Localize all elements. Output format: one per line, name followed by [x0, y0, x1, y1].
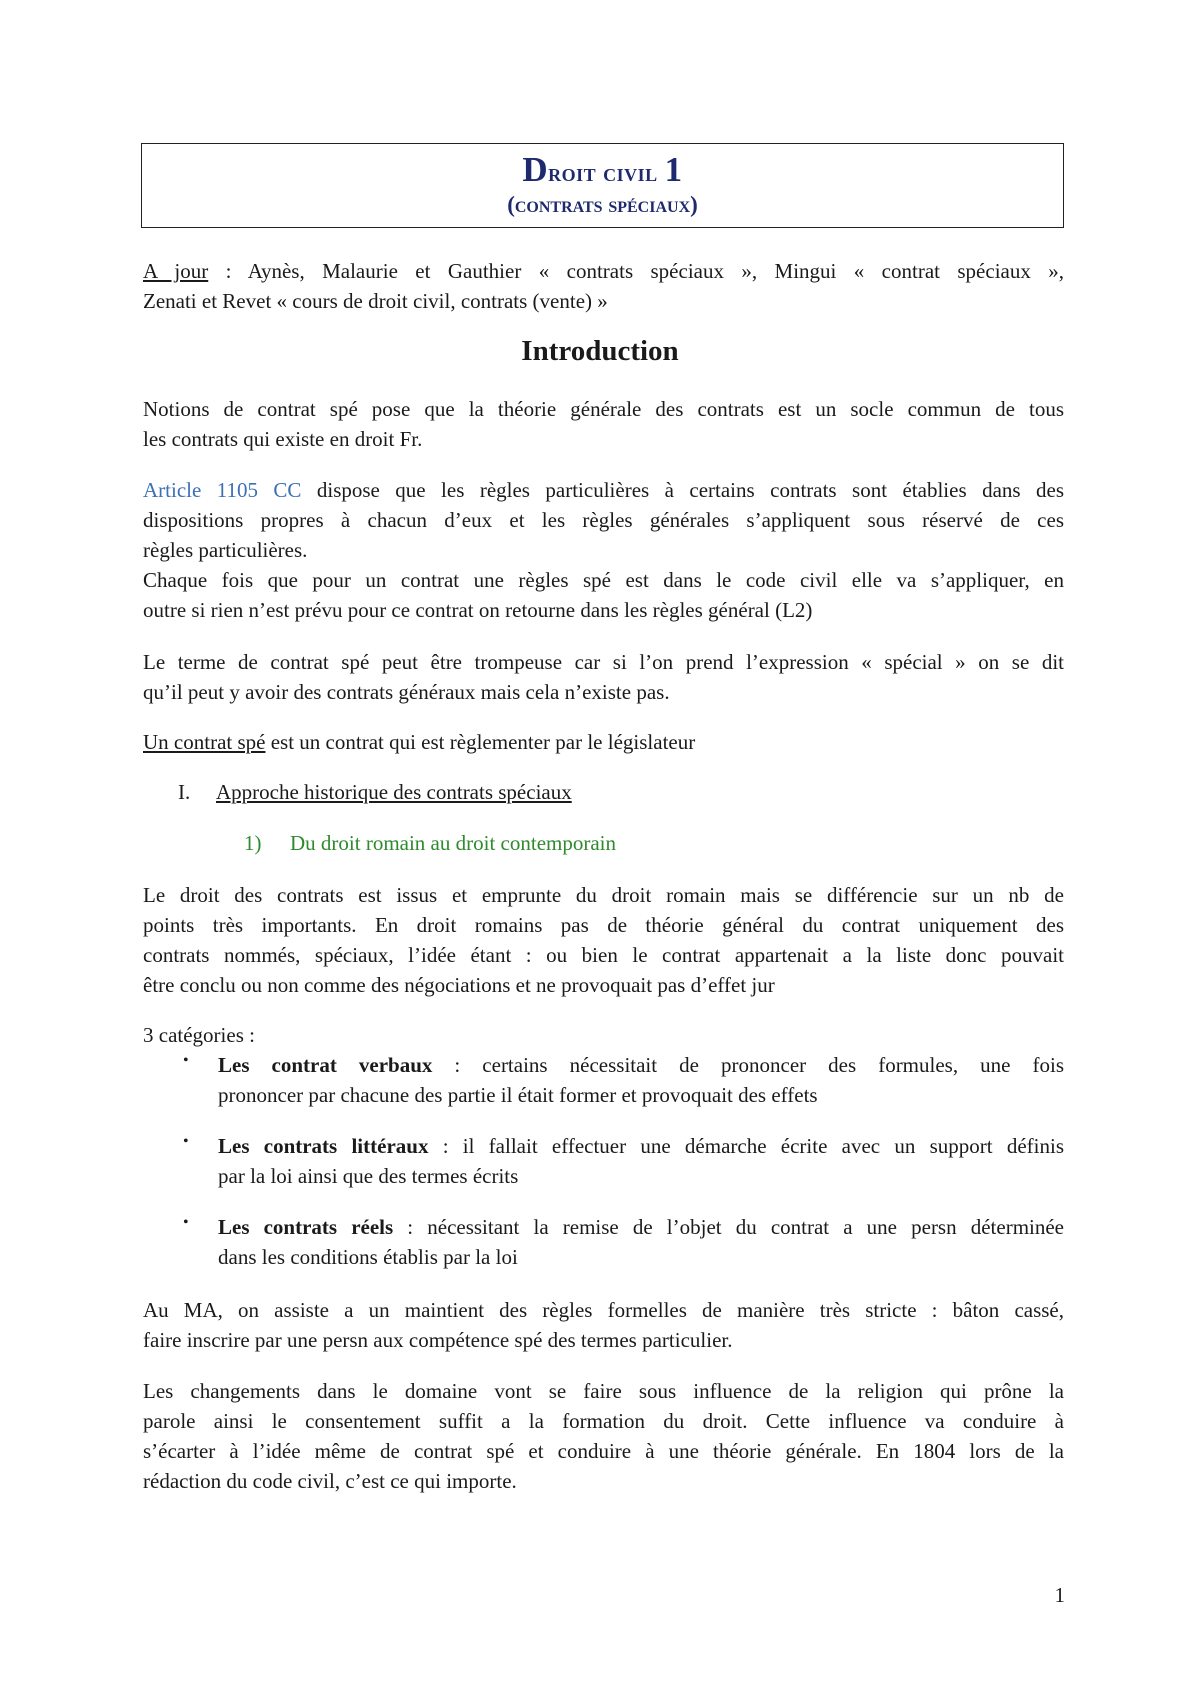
- p5-line-3: contrats nommés, spéciaux, l’idée étant : ou bien le contrat appartenait a la liste donc pouvait: [143, 943, 1064, 967]
- bullet-item-2: [218, 1131, 1064, 1191]
- ajour-paragraph: [143, 256, 1064, 316]
- bullet-2-bold: Les contrats littéraux: [218, 1134, 429, 1158]
- p2-line-4: Chaque fois que pour un contrat une règles spé est dans le code civil elle va s’appliquer, en: [143, 568, 1064, 592]
- p3-line-1: Le terme de contrat spé peut être trompeuse car si l’on prend l’expression « spécial » on se dit: [143, 650, 1064, 674]
- subsection-label: Du droit romain au droit contemporain: [290, 831, 617, 855]
- p4-line: [143, 727, 1064, 757]
- title-box: [141, 143, 1064, 228]
- page-number: 1: [1054, 1583, 1065, 1607]
- p5-line-2: points très importants. En droit romains pas de théorie général du contrat uniquement des: [143, 913, 1064, 937]
- bullet-2-line-1-rest: : il fallait effectuer une démarche écrite avec un support définis: [428, 1134, 1064, 1158]
- section-heading-I: [178, 777, 572, 807]
- p2-line-1-rest: dispose que les règles particulières à certains contrats sont établies dans des: [301, 478, 1064, 502]
- title-number: 1: [664, 150, 683, 189]
- ajour-line-1: [143, 256, 1064, 286]
- title-initial: D: [522, 150, 549, 189]
- ajour-line-1-rest: : Aynès, Malaurie et Gauthier « contrats spéciaux », Mingui « contrat spéciaux »,: [208, 259, 1065, 283]
- p6-line-1: Au MA, on assiste a un maintient des règles formelles de manière très stricte : bâton cassé,: [143, 1298, 1064, 1322]
- bullet-item-3: [218, 1212, 1064, 1272]
- p5-line-1: Le droit des contrats est issus et emprunte du droit romain mais se différencie sur un nb de: [143, 883, 1064, 907]
- ajour-line-2: Zenati et Revet « cours de droit civil, contrats (vente) »: [143, 289, 608, 313]
- bullet-icon: •: [183, 1133, 189, 1150]
- bullet-1-line-1: [218, 1050, 1064, 1080]
- document-subtitle: (contrats spéciaux): [507, 192, 698, 217]
- p4-underlined: Un contrat spé: [143, 730, 266, 754]
- p2-line-5: outre si rien n’est prévu pour ce contrat on retourne dans les règles général (L2): [143, 598, 813, 622]
- bullet-3-bold: Les contrats réels: [218, 1215, 394, 1239]
- bullet-2-line-2: par la loi ainsi que des termes écrits: [218, 1164, 519, 1188]
- categories-label: 3 catégories :: [143, 1023, 255, 1047]
- title-rest: roit civil: [548, 158, 665, 187]
- p2-line-3: règles particulières.: [143, 538, 308, 562]
- bullet-icon: •: [183, 1214, 189, 1231]
- p7-line-2: parole ainsi le consentement suffit a la formation du droit. Cette influence va conduire à: [143, 1409, 1064, 1433]
- p1-line-1: Notions de contrat spé pose que la théorie générale des contrats est un socle commun de tous: [143, 397, 1064, 421]
- paragraph-2: [143, 475, 1064, 625]
- p6-line-2: faire inscrire par une persn aux compétence spé des termes particulier.: [143, 1328, 733, 1352]
- p1-line-2: les contrats qui existe en droit Fr.: [143, 427, 423, 451]
- document-title: [142, 150, 1063, 193]
- p2-line-2: dispositions propres à chacun d’eux et les règles générales s’appliquent sous réservé de ces: [143, 508, 1064, 532]
- bullet-3-line-1-rest: : nécessitant la remise de l’objet du contrat a une persn déterminée: [393, 1215, 1065, 1239]
- bullet-1-line-1-rest: : certains nécessitait de prononcer des formules, une fois: [432, 1053, 1064, 1077]
- bullet-1-line-2: prononcer par chacune des partie il était former et provoquait des effets: [218, 1083, 818, 1107]
- paragraph-6: [143, 1295, 1064, 1355]
- paragraph-4: [143, 727, 1064, 757]
- subsection-number: 1): [244, 831, 262, 855]
- p2-line-1: [143, 475, 1064, 505]
- p4-rest: est un contrat qui est règlementer par le législateur: [265, 730, 696, 754]
- bullet-3-line-2: dans les conditions établis par la loi: [218, 1245, 518, 1269]
- section-label: Approche historique des contrats spéciaux: [216, 780, 572, 804]
- bullet-1-bold: Les contrat verbaux: [218, 1053, 433, 1077]
- p3-line-2: qu’il peut y avoir des contrats généraux mais cela n’existe pas.: [143, 680, 670, 704]
- p7-line-4: rédaction du code civil, c’est ce qui importe.: [143, 1469, 517, 1493]
- paragraph-5: [143, 880, 1064, 1000]
- article-1105-link[interactable]: Article 1105 CC: [143, 478, 302, 502]
- bullet-2-line-1: [218, 1131, 1064, 1161]
- p7-line-1: Les changements dans le domaine vont se faire sous influence de la religion qui prône la: [143, 1379, 1064, 1403]
- p7-line-3: s’écarter à l’idée même de contrat spé et conduire à une théorie générale. En 1804 lors de la: [143, 1439, 1064, 1463]
- bullet-3-line-1: [218, 1212, 1064, 1242]
- paragraph-3: [143, 647, 1064, 707]
- paragraph-7: [143, 1376, 1064, 1496]
- bullet-item-1: [218, 1050, 1064, 1110]
- subsection-heading-1: [244, 828, 616, 858]
- bullet-icon: •: [183, 1052, 189, 1069]
- introduction-heading: Introduction: [521, 335, 679, 367]
- p5-line-4: être conclu ou non comme des négociations et ne provoquait pas d’effet jur: [143, 973, 775, 997]
- paragraph-1: [143, 394, 1064, 454]
- ajour-label: A jour: [143, 259, 209, 283]
- section-number: I.: [178, 780, 191, 804]
